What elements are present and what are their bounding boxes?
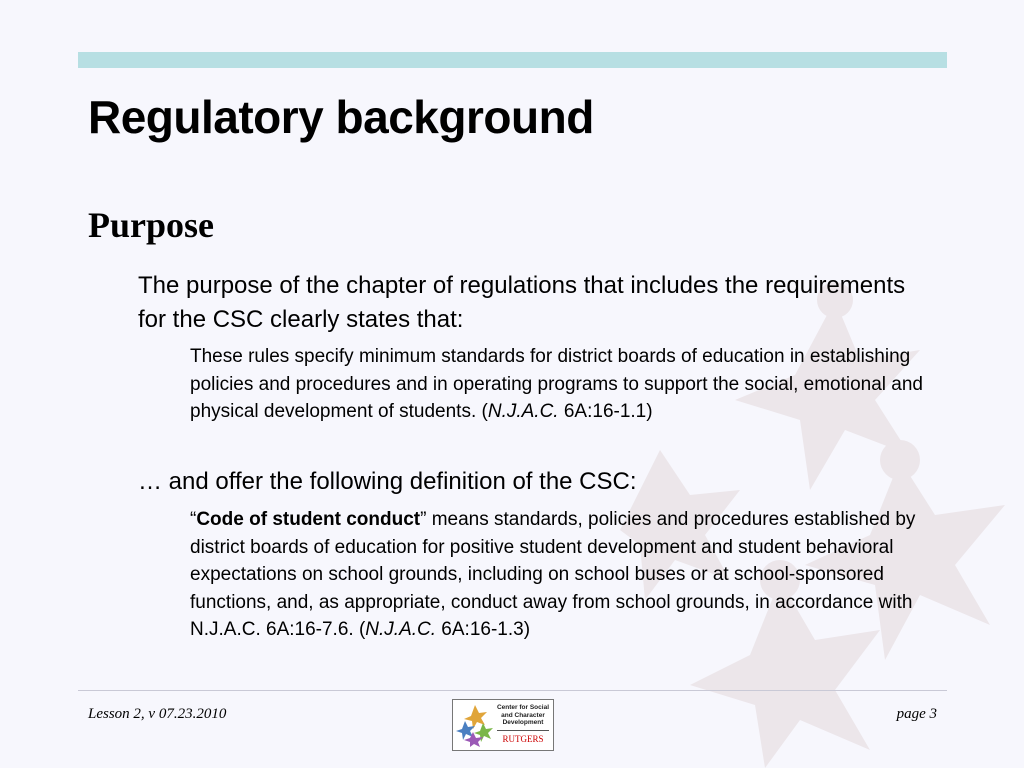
purpose-paragraph: The purpose of the chapter of regulations that includes the requirements for the CSC clearly states that: (138, 272, 906, 333)
star-figures-logo-icon (456, 703, 494, 747)
section-heading: Purpose (88, 205, 214, 245)
logo-rule (497, 730, 549, 731)
purpose-quote-text: These rules specify minimum standards for district boards of education in establishing policies and procedures and in operating programs to support the social, emotional and physical development of students. ( (190, 346, 924, 422)
slide-title: Regulatory background (88, 91, 594, 143)
definition-quote (190, 506, 930, 644)
purpose-quote-citation-source: N.J.A.C. (487, 401, 559, 422)
cscd-logo (452, 699, 554, 751)
logo-line-1: Center for Social (496, 704, 549, 711)
logo-line-2: and Character (501, 711, 545, 719)
definition-open-quote: “ (190, 509, 197, 530)
definition-citation-source: N.J.A.C. (365, 619, 437, 640)
definition-text: ” means standards, policies and procedures established by district boards of education for positive student development and student behavioral expectations on school grounds, including on school buses or at school-sponsored functions, and, as appropriate, conduct away from school grounds, in accordance with N.J.A.C. 6A:16-7.6. ( (190, 509, 916, 640)
definition-term: Code of student conduct (196, 509, 421, 530)
logo-line-3: Development (502, 719, 544, 726)
top-accent-bar (78, 52, 947, 68)
footer-divider (78, 690, 947, 691)
logo-text (493, 704, 553, 727)
definition-intro: … and offer the following definition of the CSC: (138, 468, 637, 495)
logo-university: RUTGERS (502, 734, 544, 744)
footer-page-number: page 3 (896, 706, 937, 722)
footer-lesson-version: Lesson 2, v 07.23.2010 (88, 706, 227, 722)
purpose-quote-citation-section: 6A:16-1.1) (558, 401, 653, 422)
purpose-quote (190, 343, 930, 426)
definition-citation-section: 6A:16-1.3) (436, 619, 531, 640)
